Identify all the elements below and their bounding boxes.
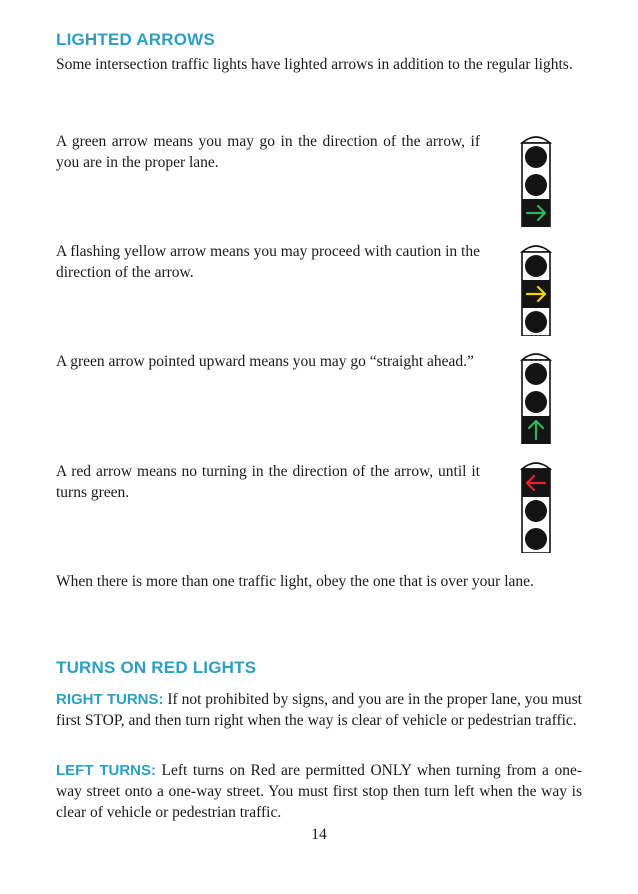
unlit-lamp	[525, 500, 547, 522]
traffic-signal-svg	[520, 457, 552, 553]
yellow-right-arrow-signal-icon	[520, 240, 552, 336]
unlit-lamp	[525, 391, 547, 413]
green-right-arrow-signal-icon	[520, 131, 552, 227]
unlit-lamp	[525, 146, 547, 168]
unlit-lamp	[525, 528, 547, 550]
right-turns-paragraph	[56, 689, 582, 731]
unlit-lamp	[525, 363, 547, 385]
unlit-lamp	[525, 174, 547, 196]
intro-paragraph: Some intersection traffic lights have lighted arrows in addition to the regular lights.	[56, 56, 573, 73]
arrow-item-text: A green arrow pointed upward means you may go “straight ahead.”	[56, 353, 474, 370]
traffic-signal-svg	[520, 240, 552, 336]
right-turns-text: If not prohibited by signs, and you are in the proper lane, you must first STOP, and then turn right when the way is clear of vehicle or pedestrian traffic.	[56, 691, 582, 729]
left-turns-text: Left turns on Red are permitted ONLY when turning from a one-way street onto a one-way street. You must first stop then turn left when the way is clear of vehicle or pedestrian traffic.	[56, 762, 582, 821]
arrow-item-text: A flashing yellow arrow means you may proceed with caution in the direction of the arrow.	[56, 243, 480, 281]
closing-paragraph: When there is more than one traffic light, obey the one that is over your lane.	[56, 573, 534, 590]
red-left-arrow-signal-icon	[520, 457, 552, 553]
arrow-item-text: A green arrow means you may go in the direction of the arrow, if you are in the proper lane.	[56, 133, 480, 171]
left-turns-paragraph	[56, 760, 582, 823]
traffic-signal-svg	[520, 131, 552, 227]
arrow-item-text: A red arrow means no turning in the direction of the arrow, until it turns green.	[56, 463, 480, 501]
page-number: 14	[311, 826, 327, 843]
section-title-lighted-arrows: LIGHTED ARROWS	[56, 30, 215, 49]
traffic-signal-svg	[520, 348, 552, 444]
unlit-lamp	[525, 311, 547, 333]
unlit-lamp	[525, 255, 547, 277]
green-up-arrow-signal-icon	[520, 348, 552, 444]
left-turns-label: LEFT TURNS:	[56, 762, 156, 779]
section-title-turns-on-red: TURNS ON RED LIGHTS	[56, 658, 257, 677]
right-turns-label: RIGHT TURNS:	[56, 691, 164, 708]
